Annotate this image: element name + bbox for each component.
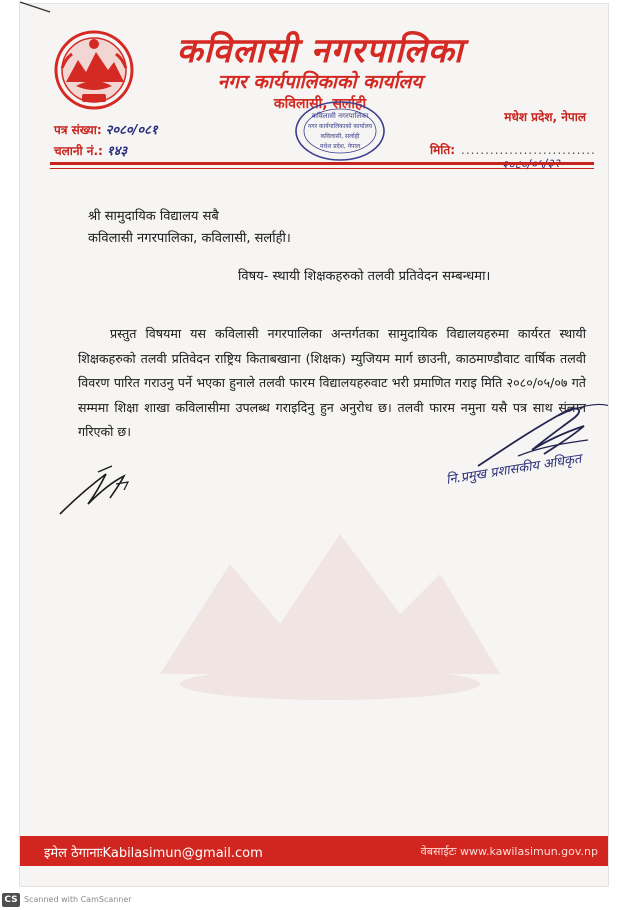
reference-label: पत्र संख्या: (54, 123, 102, 137)
camscanner-label: Scanned with CamScanner (24, 895, 132, 904)
dispatch-label: चलानी नं.: (54, 144, 103, 158)
stamp-line-3: कविलासी, सर्लाही (320, 133, 360, 140)
reference-number (54, 120, 158, 138)
province-label: मधेश प्रदेश, नेपाल (504, 110, 586, 124)
stamp-line-2: नगर कार्यपालिकाको कार्यालय (307, 123, 373, 130)
letter-footer (20, 836, 608, 866)
dispatch-number (54, 141, 127, 159)
header-rule (50, 162, 594, 165)
date-dots: ............................ (461, 143, 596, 157)
office-stamp (292, 98, 388, 164)
stamp-line-1: कविलासी नगरपालिका (311, 112, 369, 120)
watermark-emblem-icon (140, 504, 520, 704)
footer-email: इमेल ठेगानाःKabilasimun@gmail.com (44, 846, 263, 861)
date-label: मिति: (430, 143, 456, 157)
footer-website: वेबसाईटः www.kawilasimun.gov.np (420, 845, 598, 858)
signatory-title: नि.प्रमुख प्रशासकीय अधिकृत (445, 451, 583, 488)
camscanner-logo-icon: CS (2, 893, 20, 907)
office-name: नगर कार्यपालिकाको कार्यालय (217, 71, 423, 93)
nepal-emblem-icon (52, 28, 136, 112)
letter-subject: विषय- स्थायी शिक्षकहरुको तलवी प्रतिवेदन सम्बन्धमा। (238, 269, 491, 284)
municipality-name: कविलासी नगरपालिका (176, 31, 464, 71)
dispatch-value: १४३ (106, 144, 128, 159)
scan-corner-mark (18, 0, 52, 14)
recipient-line-1: श्री सामुदायिक विद्यालय सबै (88, 209, 219, 224)
reference-value: २०८०/०८१ (105, 123, 158, 138)
letter-page (20, 4, 608, 886)
stamp-line-4: मधेश प्रदेश, नेपाल (319, 143, 361, 150)
recipient-line-2: कविलासी नगरपालिका, कविलासी, सर्लाही। (88, 231, 291, 246)
office-place: कविलासी, सर्लाही (273, 96, 367, 112)
letter-body: प्रस्तुत विषयमा यस कविलासी नगरपालिका अन्तर्गतका सामुदायिक विद्यालयहरुमा कार्यरत स्थायी शिक्षकहरुको तलवी प्रतिवेदन राष्ट्रिय किताबखाना (शिक्षक) म्युजियम मार्ग छाउनी, काठमाण्डौवाट वार्षिक तलवी विवरण पारित गराउनु पर्ने भएका हुनाले तलवी फारम विद्यालयहरुवाट भरी प्रमाणित गराइ मिति २०८०/०५/०७ गते सम्ममा शिक्षा शाखा कविलासीमा उपलब्ध गराइदिनु हुन अनुरोध छ। तलवी फारम नमुना यसै पत्र साथ संलग्न गरिएको छ। (78, 326, 586, 439)
header-rule-thin (50, 168, 594, 169)
initial-signature (54, 456, 150, 522)
